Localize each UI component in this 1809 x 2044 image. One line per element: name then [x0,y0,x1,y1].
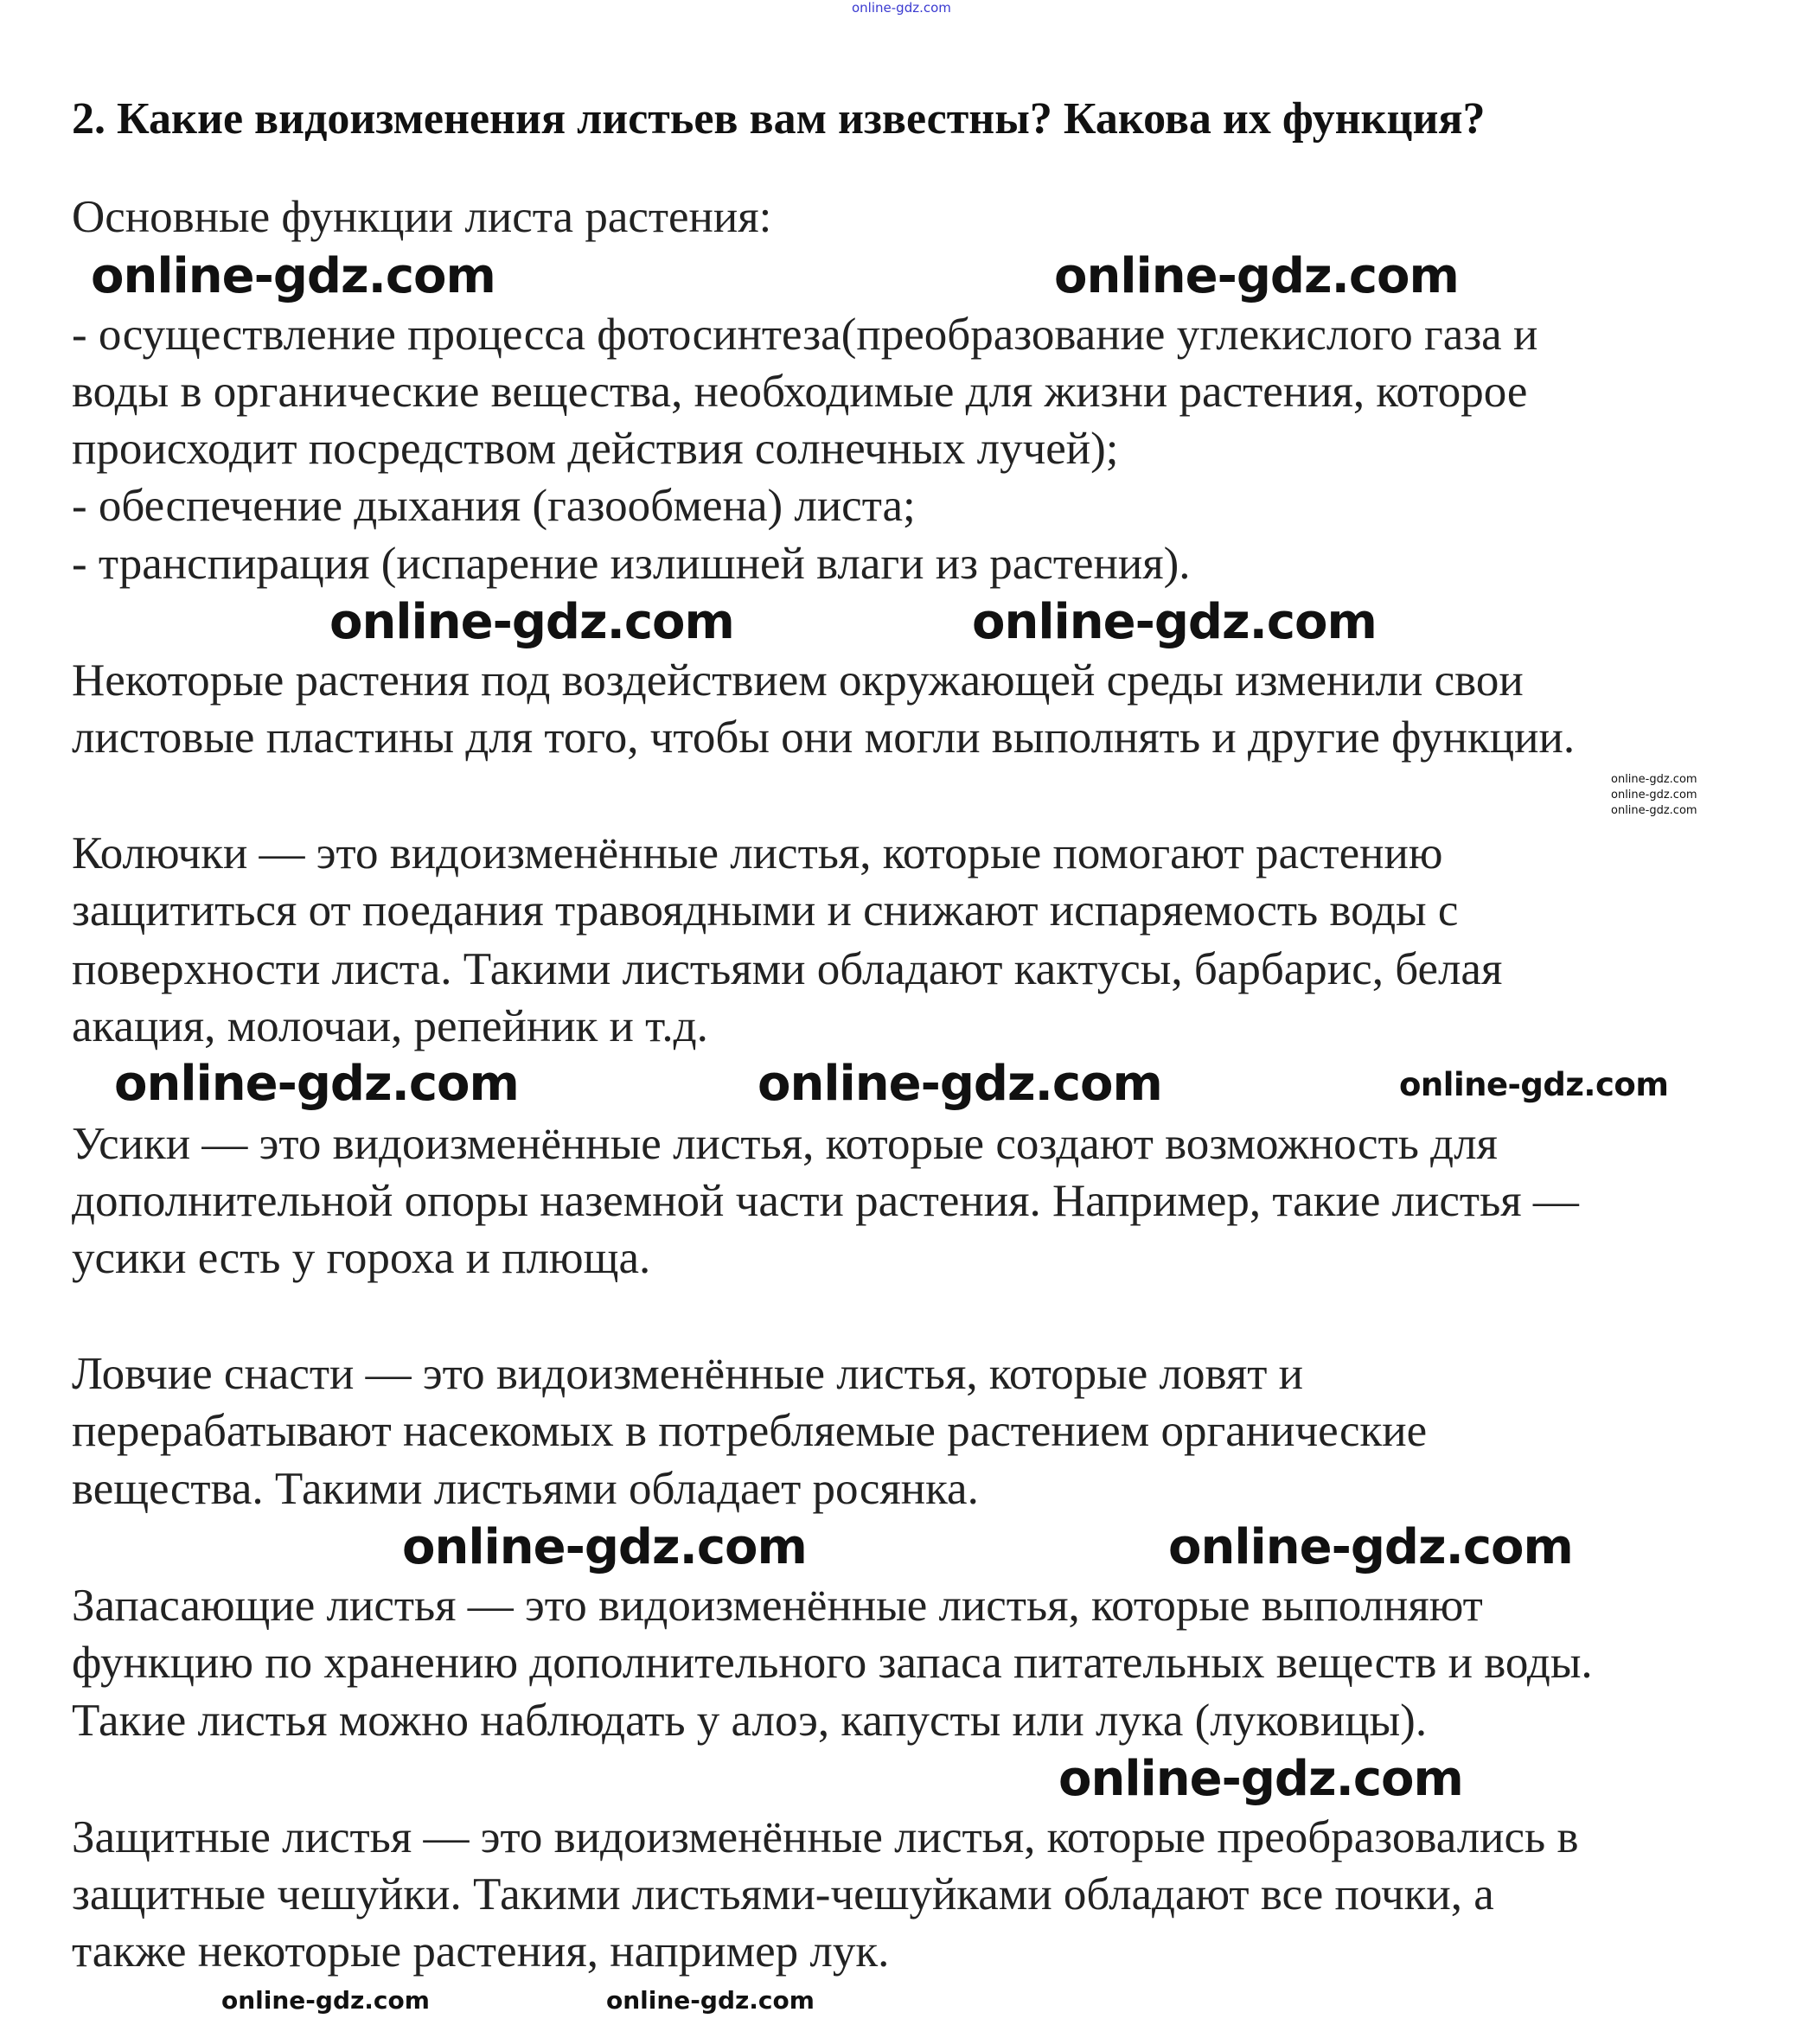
spines-line: акация, молочаи, репейник и т.д. [72,1001,708,1051]
function-line: - транспирация (испарение излишней влаги из растения). [72,539,1191,589]
intro-text: Основные функции листа растения: [72,192,772,242]
storage-line: функцию по хранению дополнительного запаса питательных веществ и воды. [72,1638,1593,1688]
protective-line: Защитные листья — это видоизменённые листья, которые преобразовались в [72,1812,1579,1862]
watermark: online-gdz.com [221,1986,430,2015]
protective-line: также некоторые растения, например лук. [72,1926,890,1977]
watermark: online-gdz.com [606,1986,815,2015]
function-line: происходит посредством действия солнечных лучей); [72,424,1119,474]
watermark: online-gdz.com [1058,1751,1463,1807]
watermark: online-gdz.com [402,1519,807,1575]
watermark: online-gdz.com [329,594,734,650]
spines-line: поверхности листа. Такими листьями обладают кактусы, барбарис, белая [72,944,1503,994]
watermark: online-gdz.com [1611,773,1697,786]
watermark: online-gdz.com [114,1056,519,1112]
function-line: - осуществление процесса фотосинтеза(преобразование углекислого газа и [72,310,1538,360]
watermark: online-gdz.com [1168,1519,1573,1575]
traps-line: вещества. Такими листьями обладает росянка. [72,1464,979,1514]
watermark: online-gdz.com [972,594,1377,650]
watermark: online-gdz.com [91,248,495,304]
watermark: online-gdz.com [1611,804,1697,817]
tendrils-line: дополнительной опоры наземной части растения. Например, такие листья — [72,1176,1579,1226]
question-title: 2. Какие видоизменения листьев вам известны? Какова их функция? [72,94,1486,144]
watermark: online-gdz.com [1054,248,1459,304]
watermark: online-gdz.com [757,1056,1162,1112]
tendrils-line: усики есть у гороха и плюща. [72,1233,651,1283]
watermark-top: online-gdz.com [852,0,951,16]
storage-line: Запасающие листья — это видоизменённые листья, которые выполняют [72,1581,1483,1631]
traps-line: перерабатывают насекомых в потребляемые растением органические [72,1406,1428,1456]
watermark: online-gdz.com [1399,1066,1669,1103]
paragraph-line: листовые пластины для того, чтобы они могли выполнять и другие функции. [72,712,1576,763]
watermark: online-gdz.com [1611,789,1697,802]
tendrils-line: Усики — это видоизменённые листья, которые создают возможность для [72,1119,1498,1169]
spines-line: Колючки — это видоизменённые листья, которые помогают растению [72,828,1443,878]
storage-line: Такие листья можно наблюдать у алоэ, капусты или лука (луковицы). [72,1696,1428,1746]
spines-line: защититься от поедания травоядными и снижают испаряемость воды с [72,885,1459,936]
paragraph-line: Некоторые растения под воздействием окружающей среды изменили свои [72,655,1524,706]
function-line: - обеспечение дыхания (газообмена) листа; [72,481,916,531]
traps-line: Ловчие снасти — это видоизменённые листья, которые ловят и [72,1349,1303,1399]
function-line: воды в органические вещества, необходимые для жизни растения, которое [72,367,1528,417]
protective-line: защитные чешуйки. Такими листьями-чешуйками обладают все почки, а [72,1869,1494,1919]
